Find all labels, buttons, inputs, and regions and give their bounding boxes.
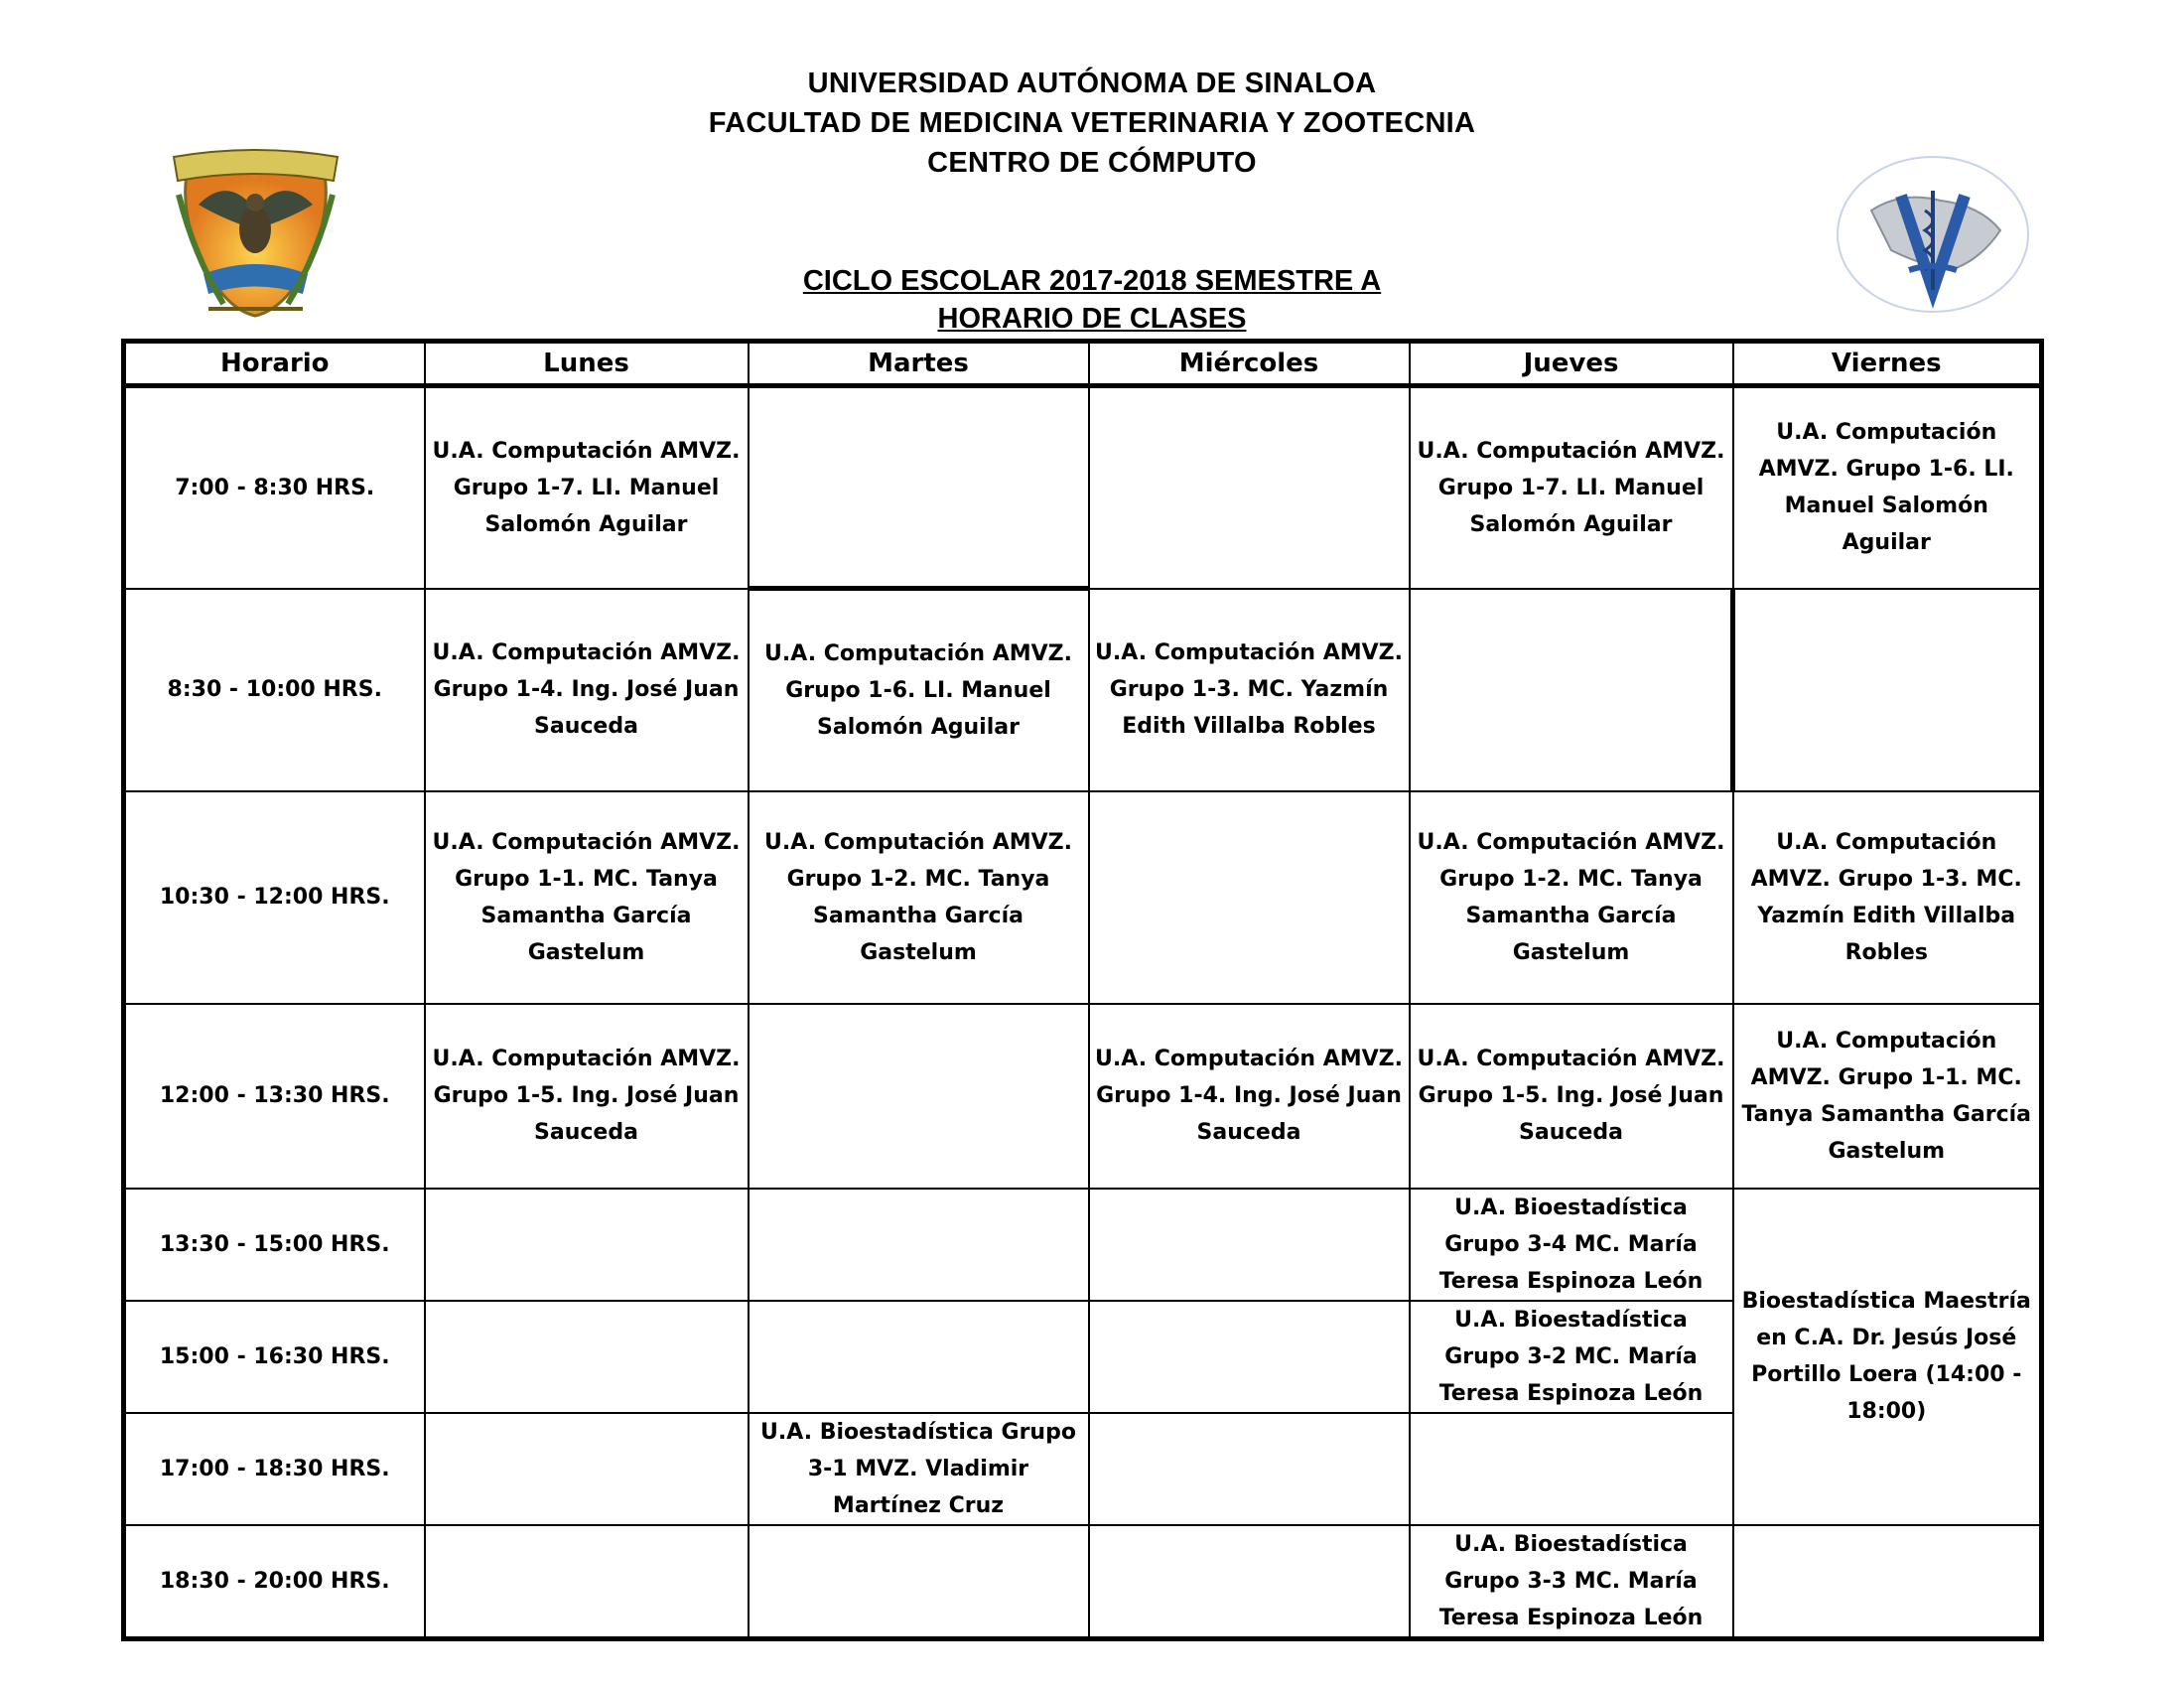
class-cell: U.A. Computación AMVZ. Grupo 1-6. LI. Manuel Salomón Aguilar <box>1733 386 2042 589</box>
class-cell <box>1733 589 2042 791</box>
class-cell <box>749 1189 1089 1301</box>
column-header-lunes: Lunes <box>425 342 749 386</box>
class-cell <box>749 1004 1089 1189</box>
class-cell <box>425 1301 749 1413</box>
class-cell: U.A. Computación AMVZ. Grupo 1-3. MC. Yazmín Edith Villalba Robles <box>1733 791 2042 1004</box>
table-row <box>124 791 2042 1004</box>
time-slot: 8:30 - 10:00 HRS. <box>124 589 425 791</box>
class-cell <box>1089 1413 1410 1525</box>
class-cell: U.A. Computación AMVZ. Grupo 1-4. Ing. José Juan Sauceda <box>425 589 749 791</box>
time-slot: 7:00 - 8:30 HRS. <box>124 386 425 589</box>
column-header-horario: Horario <box>124 342 425 386</box>
table-row <box>124 1189 2042 1301</box>
school-cycle: CICLO ESCOLAR 2017-2018 SEMESTRE A <box>802 265 1382 297</box>
class-cell: U.A. Computación AMVZ. Grupo 1-6. LI. Manuel Salomón Aguilar <box>749 589 1089 791</box>
class-cell <box>1410 1413 1733 1525</box>
class-cell: U.A. Bioestadística Grupo 3-2 MC. María Teresa Espinoza León <box>1410 1301 1733 1413</box>
faculty-logo <box>1832 151 2035 318</box>
time-slot: 18:30 - 20:00 HRS. <box>124 1525 425 1639</box>
class-cell: U.A. Computación AMVZ. Grupo 1-2. MC. Tanya Samantha García Gastelum <box>1410 791 1733 1004</box>
eagle-crest-icon <box>169 135 342 322</box>
table-row <box>124 589 2042 791</box>
class-cell: Bioestadística Maestría en C.A. Dr. Jesús José Portillo Loera (14:00 - 18:00) <box>1733 1189 2042 1525</box>
university-logo <box>169 135 342 322</box>
class-cell: U.A. Computación AMVZ. Grupo 1-5. Ing. José Juan Sauceda <box>1410 1004 1733 1189</box>
table-row <box>124 1525 2042 1639</box>
class-cell: U.A. Computación AMVZ. Grupo 1-1. MC. Tanya Samantha García Gastelum <box>425 791 749 1004</box>
faculty-name: FACULTAD DE MEDICINA VETERINARIA Y ZOOTECNIA <box>708 107 1476 139</box>
column-header-jueves: Jueves <box>1410 342 1733 386</box>
time-slot: 12:00 - 13:30 HRS. <box>124 1004 425 1189</box>
class-cell <box>1089 1525 1410 1639</box>
faculty-seal-icon <box>1832 151 2035 318</box>
class-cell <box>749 1525 1089 1639</box>
center-name: CENTRO DE CÓMPUTO <box>927 147 1257 179</box>
column-header-miercoles: Miércoles <box>1089 342 1410 386</box>
university-name: UNIVERSIDAD AUTÓNOMA DE SINALOA <box>807 68 1377 99</box>
time-slot: 17:00 - 18:30 HRS. <box>124 1413 425 1525</box>
class-cell <box>1089 791 1410 1004</box>
class-cell: U.A. Computación AMVZ. Grupo 1-4. Ing. José Juan Sauceda <box>1089 1004 1410 1189</box>
column-header-viernes: Viernes <box>1733 342 2042 386</box>
class-schedule-table <box>121 339 2044 1641</box>
class-cell: U.A. Bioestadística Grupo 3-1 MVZ. Vladimir Martínez Cruz <box>749 1413 1089 1525</box>
class-cell: U.A. Computación AMVZ. Grupo 1-5. Ing. José Juan Sauceda <box>425 1004 749 1189</box>
class-cell: U.A. Computación AMVZ. Grupo 1-1. MC. Tanya Samantha García Gastelum <box>1733 1004 2042 1189</box>
class-cell: U.A. Computación AMVZ. Grupo 1-7. LI. Manuel Salomón Aguilar <box>1410 386 1733 589</box>
class-cell: U.A. Computación AMVZ. Grupo 1-3. MC. Yazmín Edith Villalba Robles <box>1089 589 1410 791</box>
class-cell: U.A. Computación AMVZ. Grupo 1-2. MC. Tanya Samantha García Gastelum <box>749 791 1089 1004</box>
table-row <box>124 386 2042 589</box>
class-cell: U.A. Bioestadística Grupo 3-3 MC. María Teresa Espinoza León <box>1410 1525 1733 1639</box>
class-cell: U.A. Bioestadística Grupo 3-4 MC. María Teresa Espinoza León <box>1410 1189 1733 1301</box>
table-row <box>124 1004 2042 1189</box>
time-slot: 15:00 - 16:30 HRS. <box>124 1301 425 1413</box>
class-cell <box>1089 1189 1410 1301</box>
class-cell <box>1410 589 1733 791</box>
class-cell <box>425 1413 749 1525</box>
column-header-martes: Martes <box>749 342 1089 386</box>
class-cell <box>1089 1301 1410 1413</box>
class-cell <box>749 1301 1089 1413</box>
class-cell <box>749 386 1089 589</box>
header-row <box>124 342 2042 386</box>
class-cell <box>425 1189 749 1301</box>
time-slot: 10:30 - 12:00 HRS. <box>124 791 425 1004</box>
time-slot: 13:30 - 15:00 HRS. <box>124 1189 425 1301</box>
schedule-title: HORARIO DE CLASES <box>937 303 1247 335</box>
class-cell <box>425 1525 749 1639</box>
class-cell <box>1733 1525 2042 1639</box>
class-cell: U.A. Computación AMVZ. Grupo 1-7. LI. Manuel Salomón Aguilar <box>425 386 749 589</box>
class-cell <box>1089 386 1410 589</box>
